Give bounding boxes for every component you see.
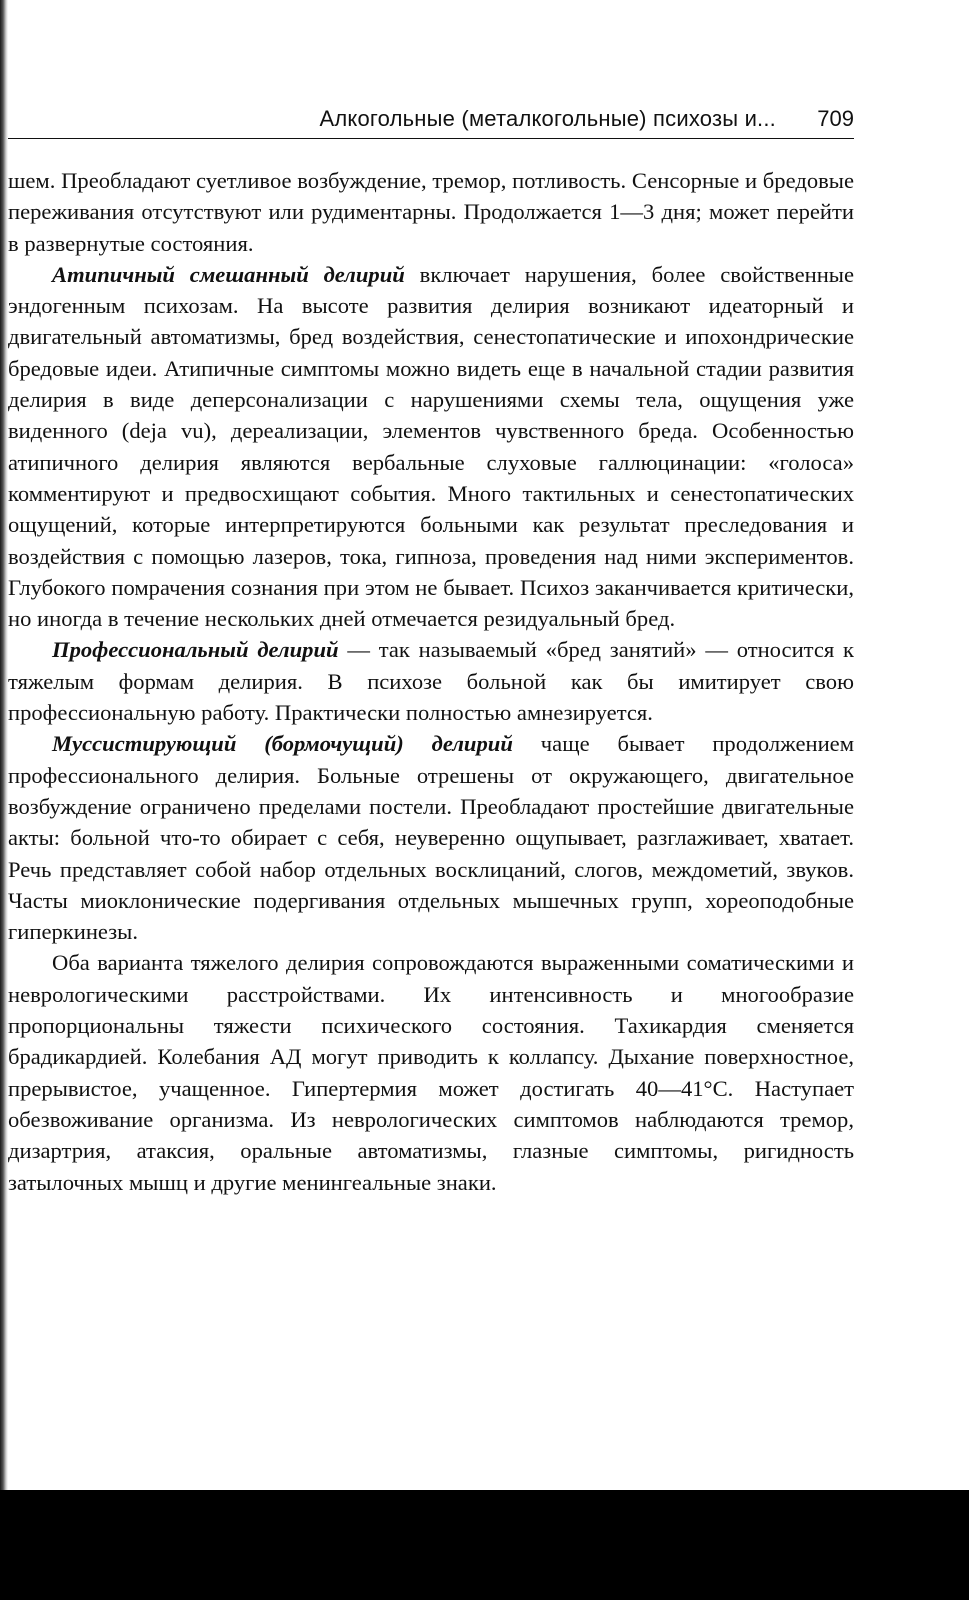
- term-heading: Атипичный смешанный делирий: [52, 261, 405, 287]
- paragraph-severe-delirium-somatic: [8, 947, 854, 1197]
- paragraph-text: чаще бывает продолжением профессионального делирия. Больные отрешены от окружающего, двигательное возбуждение ограничено пределами постели. Преобладают простейшие двигательные акты: больной что-то обирает с себя, неуверенно ощупывает, разглаживает, хватает. Речь представляет собой набор отдельных восклицаний, слогов, междометий, звуков. Часты миоклонические подергивания отдельных мышечных групп, хореоподобные гиперкинезы.: [8, 731, 854, 945]
- term-heading: Профессиональный делирий: [52, 637, 339, 663]
- paragraph-text: включает нарушения, более свойственные эндогенным психозам. На высоте развития делирия возникают идеаторный и двигательный автоматизмы, бред воздействия, сенестопатические и ипохондрические бредовые идеи. Атипичные симптомы можно видеть еще в начальной стадии развития делирия в виде деперсонализации с нарушениями схемы тела, ощущения уже виденного (deja vu), дереализации, элементов чувственного бреда. Особенностью атипичного делирия являются вербальные слуховые галлюцинации: «голоса» комментируют и предвосхищают события. Много тактильных и сенестопатических ощущений, которые интерпретируются больными как результат преследования и воздействия с помощью лазеров, тока, гипноза, проведения над ними экспериментов. Глубокого помрачения сознания при этом не бывает. Психоз заканчивается критически, но иногда в течение нескольких дней отмечается резидуальный бред.: [8, 261, 854, 632]
- running-title: Алкогольные (металкогольные) психозы и...: [319, 106, 776, 131]
- body-text: [8, 165, 854, 1198]
- paragraph-professional-delirium: [8, 634, 854, 728]
- paragraph-text: — так называемый «бред занятий» — относится к тяжелым формам делирия. В психозе больной как бы имитирует свою профессиональную работу. Практически полностью амнезируется.: [8, 637, 854, 726]
- paragraph-continuation: [8, 165, 854, 259]
- paragraph-atypical-delirium: [8, 259, 854, 635]
- scan-bottom-edge: [0, 1490, 969, 1600]
- paragraph-text: шем. Преобладают суетливое возбуждение, тремор, потливость. Сенсорные и бредовые переживания отсутствуют или рудиментарны. Продолжается 1—3 дня; может перейти в развернутые состояния.: [8, 168, 854, 256]
- page-header: [8, 104, 854, 140]
- paragraph-mussitating-delirium: [8, 728, 854, 947]
- header-rule: [8, 138, 854, 139]
- paragraph-text: Оба варианта тяжелого делирия сопровождаются выраженными соматическими и неврологическими расстройствами. Их интенсивность и многообразие пропорциональны тяжести психического состояния. Тахикардия сменяется брадикардией. Колебания АД могут приводить к коллапсу. Дыхание поверхностное, прерывистое, учащенное. Гипертермия может достигать 40—41°С. Наступает обезвоживание организма. Из неврологических симптомов наблюдаются тремор, дизартрия, атаксия, оральные автоматизмы, глазные симптомы, ригидность затылочных мышц и другие менингеальные знаки.: [8, 950, 854, 1195]
- term-heading: Муссистирующий (бормочущий) делирий: [52, 731, 513, 757]
- page-number: 709: [817, 106, 854, 131]
- book-spine-shadow: [0, 0, 8, 1600]
